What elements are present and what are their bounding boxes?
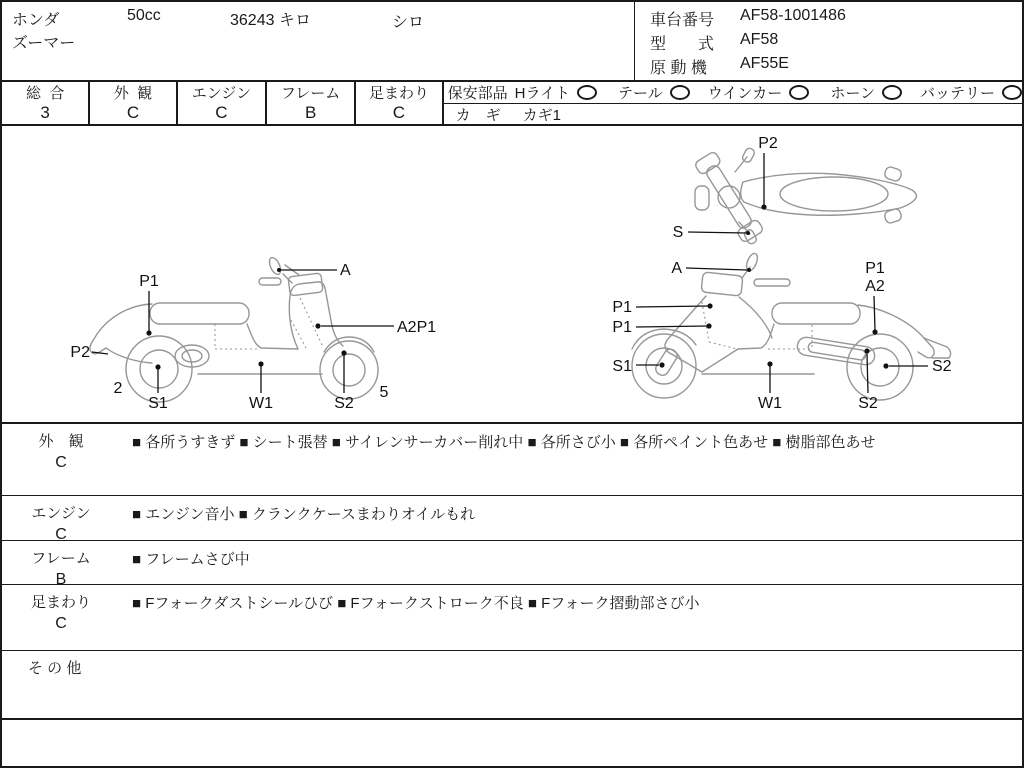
diagram-label-left-s2: S2 xyxy=(334,395,354,412)
model-code-row xyxy=(650,31,778,54)
section-exterior-title: 外 観 xyxy=(38,433,84,450)
safety-parts-cell xyxy=(444,82,1022,124)
diagram-label-top-p2: P2 xyxy=(758,135,778,152)
section-engine-comments: ■ エンジン音小 ■ クランクケースまわりオイルもれ xyxy=(132,506,476,523)
section-engine-title: エンジン xyxy=(31,505,91,522)
diagram-label-right-s2-right: S2 xyxy=(932,358,952,375)
status-circle-icon xyxy=(882,85,902,100)
diagram-label-left-a: A xyxy=(340,262,351,279)
rating-engine-grade: C xyxy=(215,102,228,122)
engine-code-value: AF55E xyxy=(740,55,789,72)
diagram-label-right-p1-rear: P1 xyxy=(865,260,885,277)
safety-item-headlight-label: Hライト xyxy=(514,85,571,102)
section-undercarriage-label xyxy=(2,592,120,634)
section-undercarriage xyxy=(2,584,1022,650)
rating-engine-label: エンジン xyxy=(191,84,251,102)
model-code-label: 型 式 xyxy=(650,36,715,53)
safety-item-winker-label: ウインカー xyxy=(707,85,783,102)
scooter-right-side-view xyxy=(612,252,951,412)
safety-item-battery-label: バッテリー xyxy=(920,85,996,102)
rating-undercarriage-grade: C xyxy=(392,102,406,122)
body-color: シロ xyxy=(392,14,425,31)
diagram-label-right-a: A xyxy=(671,260,682,277)
section-other-title: そ の 他 xyxy=(28,660,82,677)
diagram-label-left-s1: S1 xyxy=(148,395,168,412)
scooter-left-side-view xyxy=(70,256,436,412)
key-value: カギ1 xyxy=(522,107,561,124)
diagram-label-left-2: 2 xyxy=(113,380,123,397)
section-frame-title: フレーム xyxy=(31,550,91,567)
safety-parts-row xyxy=(444,82,1022,104)
section-exterior-grade: C xyxy=(55,454,67,471)
diagram-label-right-s2-bottom: S2 xyxy=(858,395,878,412)
chassis-number-value: AF58-1001486 xyxy=(740,7,846,24)
status-circle-icon xyxy=(577,85,597,100)
key-row xyxy=(444,104,1022,125)
diagram-label-right-w1: W1 xyxy=(758,395,782,412)
chassis-number-row xyxy=(650,7,846,30)
section-frame-comments: ■ フレームさび中 xyxy=(132,551,250,568)
rating-engine xyxy=(178,82,267,124)
diagram-label-right-p1-lower: P1 xyxy=(612,319,632,336)
safety-item-horn-label: ホーン xyxy=(830,85,876,102)
rating-exterior-label: 外 観 xyxy=(113,84,153,102)
diagram-label-left-p2: P2 xyxy=(70,344,90,361)
ratings-band xyxy=(2,80,1022,126)
section-exterior-comments: ■ 各所うすきず ■ シート張替 ■ サイレンサーカバー削れ中 ■ 各所さび小 ■ 各所ペイント色あせ ■ 樹脂部色あせ xyxy=(132,434,876,451)
diagram-label-right-a2: A2 xyxy=(865,278,885,295)
section-frame xyxy=(2,540,1022,588)
chassis-number-label: 車台番号 xyxy=(650,12,715,29)
header-divider xyxy=(634,2,635,80)
damage-diagram xyxy=(2,126,1022,422)
section-frame-grade: B xyxy=(55,571,67,588)
rating-overall-label: 総 合 xyxy=(25,84,65,102)
diagram-label-left-w1: W1 xyxy=(249,395,273,412)
rating-overall xyxy=(2,82,90,124)
status-circle-icon xyxy=(670,85,690,100)
damage-diagram-svg xyxy=(2,126,1022,422)
section-other-label xyxy=(28,658,81,679)
mileage: 36243 キロ xyxy=(230,12,311,29)
section-other xyxy=(2,650,1022,718)
scooter-top-view xyxy=(673,135,917,245)
safety-item-taillight-label: テール xyxy=(618,85,663,102)
vehicle-brand: ホンダ xyxy=(12,12,60,29)
section-engine-label xyxy=(2,503,120,545)
section-undercarriage-title: 足まわり xyxy=(30,594,91,611)
rating-frame-grade: B xyxy=(304,102,317,122)
vehicle-model-name: ズーマー xyxy=(12,35,76,52)
rating-frame xyxy=(267,82,356,124)
diagram-label-left-5: 5 xyxy=(379,384,389,401)
model-code-value: AF58 xyxy=(740,31,779,48)
rating-undercarriage xyxy=(356,82,443,124)
status-circle-icon xyxy=(1002,85,1022,100)
diagram-label-left-a2p1: A2P1 xyxy=(397,319,437,336)
displacement: 50cc xyxy=(127,7,161,24)
rating-exterior-grade: C xyxy=(126,102,140,122)
section-engine xyxy=(2,495,1022,543)
section-undercarriage-grade: C xyxy=(55,615,67,632)
engine-code-label: 原 動 機 xyxy=(650,60,707,77)
diagram-label-top-s: S xyxy=(672,224,684,241)
rating-overall-grade: 3 xyxy=(40,102,50,122)
section-exterior-label xyxy=(2,431,120,473)
safety-parts-title: 保安部品 xyxy=(447,85,508,102)
section-footer-empty xyxy=(2,718,1022,766)
diagram-label-right-p1-upper: P1 xyxy=(612,299,632,316)
engine-code-row xyxy=(650,55,789,78)
section-engine-grade: C xyxy=(55,526,67,543)
diagram-label-left-p1: P1 xyxy=(139,273,159,290)
section-exterior xyxy=(2,422,1022,495)
key-label: カ ギ xyxy=(455,107,501,124)
status-circle-icon xyxy=(789,85,809,100)
section-undercarriage-comments: ■ Fフォークダストシールひび ■ Fフォークストローク不良 ■ Fフォーク摺動部さび小 xyxy=(132,595,700,612)
diagram-label-right-s1: S1 xyxy=(612,358,632,375)
rating-undercarriage-label: 足まわり xyxy=(368,84,429,102)
rating-exterior xyxy=(90,82,177,124)
rating-frame-label: フレーム xyxy=(280,84,341,102)
